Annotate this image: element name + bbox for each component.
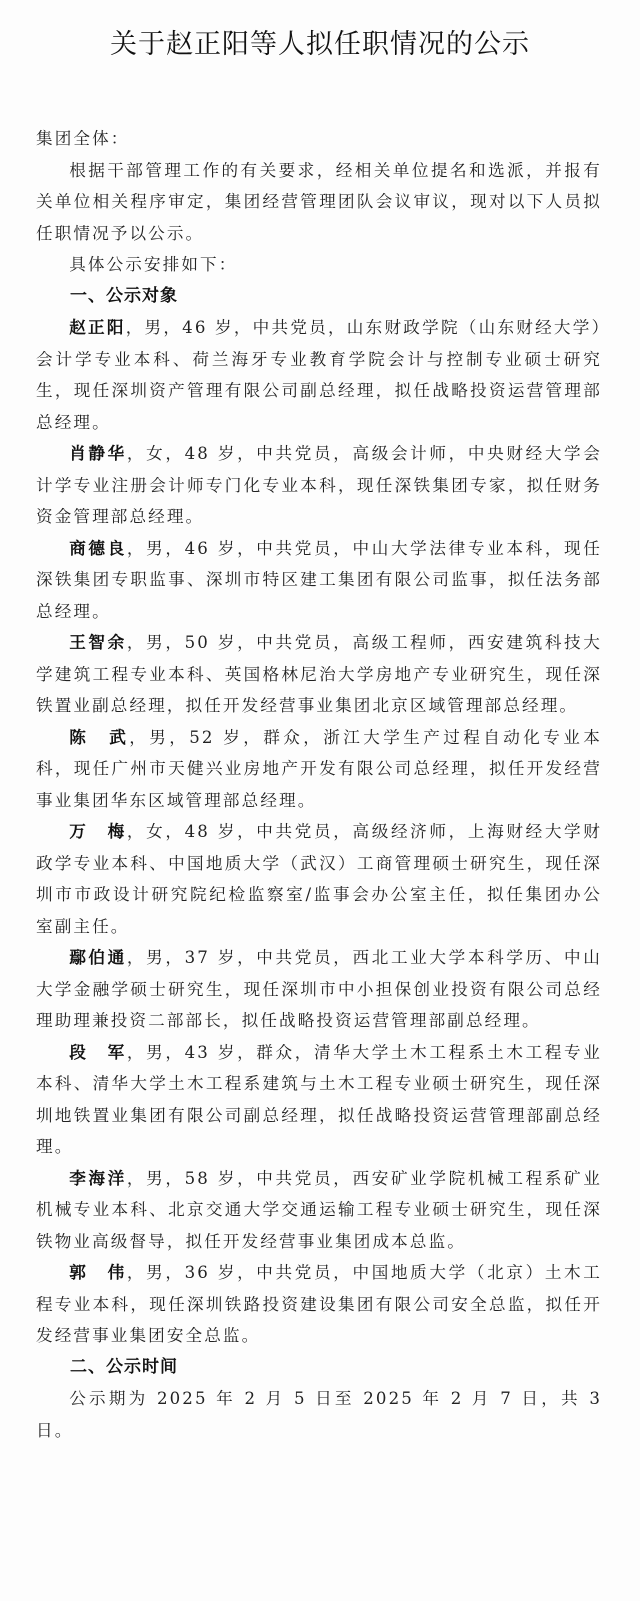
candidate-entry — [36, 1257, 602, 1352]
candidate-details: ，男，37 岁，中共党员，西北工业大学本科学历、中山大学金融学硕士研究生，现任深圳市中小担保创业投资有限公司总经理助理兼投资二部部长，拟任战略投资运营管理部副总经理。 — [36, 948, 602, 1030]
candidate-name: 肖静华 — [69, 444, 127, 463]
candidate-name: 鄢伯通 — [69, 948, 127, 967]
candidate-name: 王智余 — [69, 633, 127, 652]
candidate-name: 陈 武 — [69, 727, 130, 747]
candidate-details: ，男，36 岁，中共党员，中国地质大学（北京）土木工程专业本科，现任深圳铁路投资建设集团有限公司安全总监，拟任开发经营事业集团安全总监。 — [36, 1263, 602, 1345]
document-title: 关于赵正阳等人拟任职情况的公示 — [110, 29, 530, 60]
candidate-name: 万 梅 — [69, 822, 127, 841]
arrangement-line: 具体公示安排如下： — [69, 255, 238, 274]
candidate-name: 赵正阳 — [69, 318, 126, 337]
candidate-details: ，男，52 岁，群众，浙江大学生产过程自动化专业本科，现任广州市天健兴业房地产开发有限公司总经理，拟任开发经营事业集团华东区域管理部总经理。 — [36, 727, 602, 810]
candidate-entry — [36, 627, 602, 722]
candidate-details: ，男，58 岁，中共党员，西安矿业学院机械工程系矿业机械专业本科、北京交通大学交通运输工程专业硕士研究生，现任深铁物业高级督导，拟任开发经营事业集团成本总监。 — [36, 1168, 602, 1251]
section-heading-period: 二、公示时间 — [70, 1356, 178, 1377]
intro-paragraph: 根据干部管理工作的有关要求，经相关单位提名和选派，并报有关单位相关程序审定，集团经营管理团队会议审议，现对以下人员拟任职情况予以公示。 — [36, 160, 602, 243]
candidate-entry — [36, 1037, 602, 1163]
candidate-entry — [36, 438, 602, 533]
candidate-details: ，男，46 岁，中共党员，山东财政学院（山东财经大学）会计学专业本科、荷兰海牙专业教育学院会计与控制专业硕士研究生，现任深圳资产管理有限公司副总经理，拟任战略投资运营管理部总经理。 — [36, 318, 602, 432]
candidate-name: 商德良 — [69, 538, 127, 558]
salutation: 集团全体： — [36, 129, 130, 148]
candidate-entry — [36, 816, 602, 942]
period-line: 公示期为 2025 年 2 月 5 日至 2025 年 2 月 7 日，共 3 日。 — [36, 1389, 602, 1440]
candidate-entry — [36, 722, 602, 817]
document-body — [36, 123, 602, 1446]
section-heading-subjects: 一、公示对象 — [70, 285, 178, 306]
candidate-name: 郭 伟 — [69, 1263, 127, 1282]
candidate-details: ，男，43 岁，群众，清华大学土木工程系土木工程专业本科、清华大学土木工程系建筑与土木工程专业硕士研究生，现任深圳地铁置业集团有限公司副总经理，拟任战略投资运营管理部副总经理。 — [36, 1042, 602, 1156]
candidate-entry — [36, 533, 602, 628]
candidate-entry — [36, 312, 602, 438]
candidate-name: 段 军 — [69, 1042, 127, 1062]
candidate-details: ，女，48 岁，中共党员，高级会计师，中央财经大学会计学专业注册会计师专门化专业本科，现任深铁集团专家，拟任财务资金管理部总经理。 — [36, 444, 602, 526]
candidate-details: ，男，46 岁，中共党员，中山大学法律专业本科，现任深铁集团专职监事、深圳市特区建工集团有限公司监事，拟任法务部总经理。 — [36, 538, 602, 621]
candidate-details: ，女，48 岁，中共党员，高级经济师，上海财经大学财政学专业本科、中国地质大学（武汉）工商管理硕士研究生，现任深圳市市政设计研究院纪检监察室/监事会办公室主任，拟任集团办公室副主任。 — [36, 822, 602, 936]
candidate-details: ，男，50 岁，中共党员，高级工程师，西安建筑科技大学建筑工程专业本科、英国格林尼治大学房地产专业研究生，现任深铁置业副总经理，拟任开发经营事业集团北京区域管理部总经理。 — [36, 633, 602, 715]
candidate-entry — [36, 1163, 602, 1258]
candidate-name: 李海洋 — [69, 1168, 127, 1188]
candidate-entry — [36, 942, 602, 1037]
